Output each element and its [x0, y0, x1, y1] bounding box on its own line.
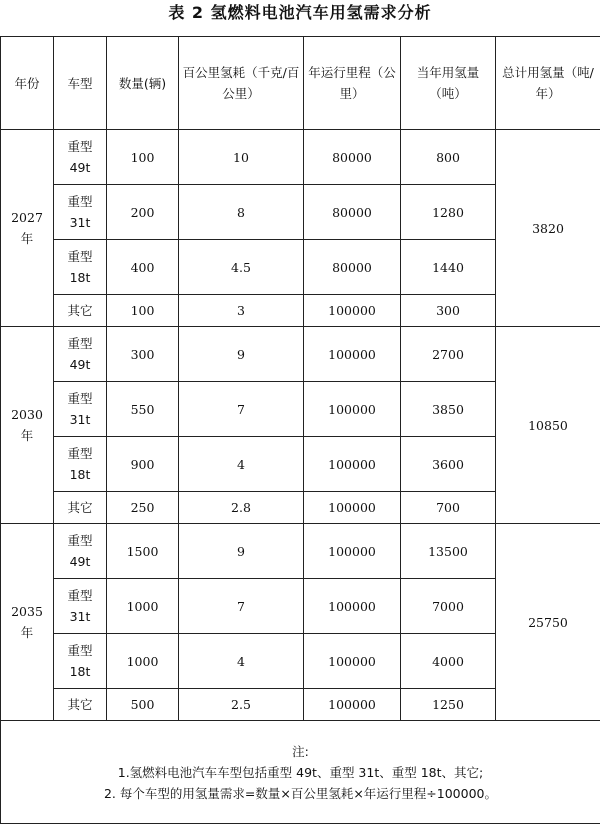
vehicle-type-cell: 重型 49t [54, 130, 107, 185]
header-consumption: 百公里氢耗（千克/百公里） [179, 37, 304, 130]
hydrogen-cell: 800 [401, 130, 496, 185]
header-total-hydrogen: 总计用氢量（吨/年） [496, 37, 600, 130]
consumption-cell: 9 [179, 524, 304, 579]
consumption-cell: 10 [179, 130, 304, 185]
hydrogen-cell: 1250 [401, 689, 496, 721]
vehicle-type-cell: 其它 [54, 689, 107, 721]
quantity-cell: 1500 [107, 524, 179, 579]
year-cell: 2035 年 [1, 524, 54, 721]
vehicle-type-cell: 重型 49t [54, 524, 107, 579]
mileage-cell: 100000 [304, 327, 401, 382]
hydrogen-cell: 3600 [401, 437, 496, 492]
quantity-cell: 200 [107, 185, 179, 240]
consumption-cell: 8 [179, 185, 304, 240]
consumption-cell: 4.5 [179, 240, 304, 295]
mileage-cell: 80000 [304, 130, 401, 185]
consumption-cell: 4 [179, 437, 304, 492]
header-year: 年份 [1, 37, 54, 130]
mileage-cell: 100000 [304, 437, 401, 492]
vehicle-type-cell: 重型 31t [54, 185, 107, 240]
header-vehicle-type: 车型 [54, 37, 107, 130]
quantity-cell: 1000 [107, 579, 179, 634]
quantity-cell: 500 [107, 689, 179, 721]
hydrogen-demand-table [0, 36, 600, 824]
consumption-cell: 4 [179, 634, 304, 689]
year-cell: 2030 年 [1, 327, 54, 524]
consumption-cell: 7 [179, 382, 304, 437]
note-item: 2. 每个车型的用氢量需求=数量×百公里氢耗×年运行里程÷100000。 [4, 783, 597, 804]
quantity-cell: 1000 [107, 634, 179, 689]
quantity-cell: 900 [107, 437, 179, 492]
mileage-cell: 100000 [304, 295, 401, 327]
vehicle-type-cell: 其它 [54, 295, 107, 327]
header-year-hydrogen: 当年用氢量（吨） [401, 37, 496, 130]
hydrogen-cell: 4000 [401, 634, 496, 689]
vehicle-type-cell: 重型 18t [54, 437, 107, 492]
vehicle-type-cell: 重型 31t [54, 382, 107, 437]
consumption-cell: 3 [179, 295, 304, 327]
mileage-cell: 100000 [304, 634, 401, 689]
table-row [1, 327, 600, 382]
quantity-cell: 100 [107, 295, 179, 327]
consumption-cell: 2.8 [179, 492, 304, 524]
table-title: 表 2 氢燃料电池汽车用氢需求分析 [0, 0, 600, 36]
note-item: 1.氢燃料电池汽车车型包括重型 49t、重型 31t、重型 18t、其它; [4, 762, 597, 783]
total-hydrogen-cell: 3820 [496, 130, 600, 327]
header-row [1, 37, 600, 130]
vehicle-type-cell: 重型 18t [54, 240, 107, 295]
table-row [1, 130, 600, 185]
hydrogen-cell: 1440 [401, 240, 496, 295]
hydrogen-cell: 1280 [401, 185, 496, 240]
notes-cell [1, 721, 600, 824]
hydrogen-cell: 300 [401, 295, 496, 327]
vehicle-type-cell: 其它 [54, 492, 107, 524]
vehicle-type-cell: 重型 18t [54, 634, 107, 689]
mileage-cell: 100000 [304, 689, 401, 721]
quantity-cell: 400 [107, 240, 179, 295]
notes-label: 注: [4, 741, 597, 762]
header-annual-mileage: 年运行里程（公里） [304, 37, 401, 130]
hydrogen-cell: 7000 [401, 579, 496, 634]
vehicle-type-cell: 重型 31t [54, 579, 107, 634]
consumption-cell: 9 [179, 327, 304, 382]
consumption-cell: 2.5 [179, 689, 304, 721]
year-cell: 2027 年 [1, 130, 54, 327]
table-row [1, 524, 600, 579]
header-quantity: 数量(辆) [107, 37, 179, 130]
quantity-cell: 250 [107, 492, 179, 524]
quantity-cell: 300 [107, 327, 179, 382]
hydrogen-cell: 2700 [401, 327, 496, 382]
notes-row [1, 721, 600, 824]
total-hydrogen-cell: 10850 [496, 327, 600, 524]
hydrogen-cell: 13500 [401, 524, 496, 579]
mileage-cell: 100000 [304, 579, 401, 634]
quantity-cell: 100 [107, 130, 179, 185]
hydrogen-cell: 700 [401, 492, 496, 524]
mileage-cell: 100000 [304, 524, 401, 579]
mileage-cell: 80000 [304, 185, 401, 240]
consumption-cell: 7 [179, 579, 304, 634]
mileage-cell: 80000 [304, 240, 401, 295]
mileage-cell: 100000 [304, 492, 401, 524]
hydrogen-cell: 3850 [401, 382, 496, 437]
quantity-cell: 550 [107, 382, 179, 437]
vehicle-type-cell: 重型 49t [54, 327, 107, 382]
total-hydrogen-cell: 25750 [496, 524, 600, 721]
mileage-cell: 100000 [304, 382, 401, 437]
